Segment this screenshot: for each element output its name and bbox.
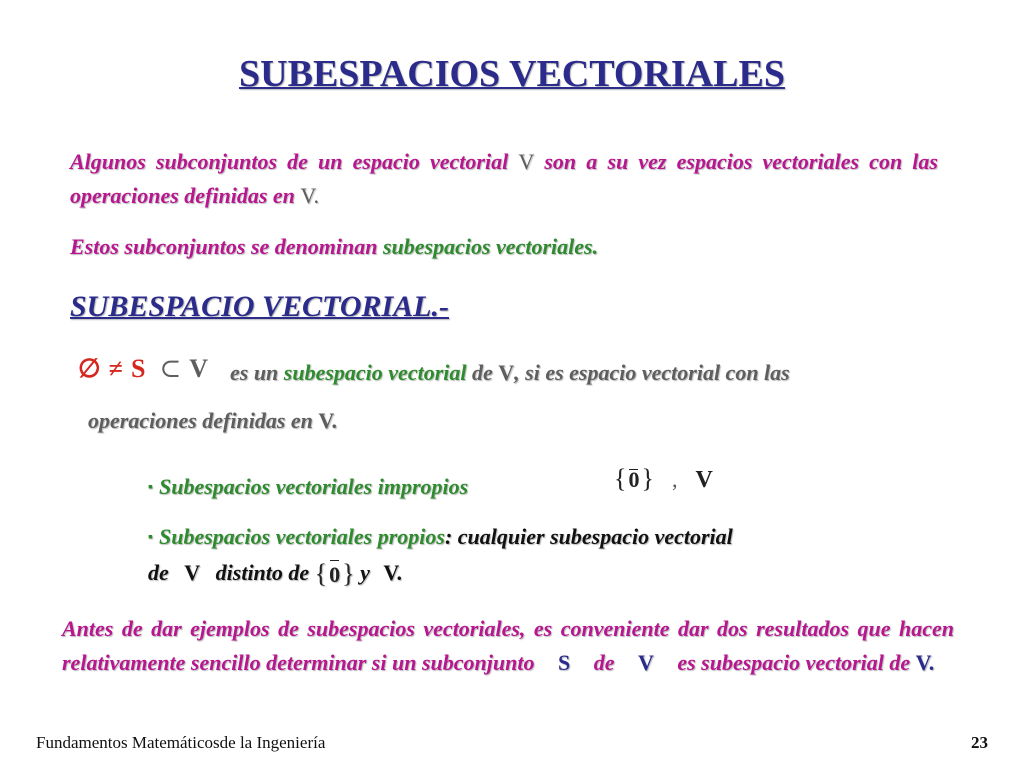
def-text-c: de <box>472 360 493 385</box>
zero-digit: 0 <box>628 467 640 492</box>
bullet-improper <box>148 470 568 505</box>
intro-p2-highlight: subespacios vectoriales. <box>382 234 599 259</box>
def-text-d: , si es espacio vectorial con las <box>514 360 790 385</box>
def-v-symbol: V <box>498 360 515 385</box>
improper-sets <box>614 464 713 494</box>
set-comma: , <box>671 467 678 492</box>
zero-vector <box>626 467 641 493</box>
closing-es: es subespacio vectorial de <box>677 650 911 675</box>
bullet-proper <box>148 520 938 555</box>
zero-digit-2: 0 <box>329 562 341 587</box>
def-highlight: subespacio vectorial <box>283 360 467 385</box>
def-text-a: es un <box>230 360 279 385</box>
closing-paragraph <box>62 612 954 680</box>
intro-text-a: Algunos subconjuntos de un espacio vectorial <box>70 149 509 174</box>
intro-v-symbol-2: V. <box>300 183 319 208</box>
proper-v: V <box>184 560 201 585</box>
def-line2-v: V. <box>318 408 337 433</box>
closing-text: Antes de dar ejemplos de subespacios vectoriales, es conveniente dar dos resultados que hacen relativamente sencillo determinar si un subconjunto <box>62 616 954 675</box>
proper-label: Subespacios vectoriales propios <box>158 524 445 549</box>
intro-text-b: son a su vez espacios vectoriales con las operaciones definidas en <box>70 149 938 208</box>
proper-distinto: distinto de <box>215 560 310 585</box>
brace-open-2: { <box>314 559 328 588</box>
proper-text: : cualquier subespacio vectorial <box>444 524 733 549</box>
definition-line-2 <box>88 404 888 438</box>
bullet-marker-2: ▪ <box>148 530 153 545</box>
not-equal-symbol: ≠ <box>108 354 123 383</box>
improper-label: Subespacios vectoriales impropios <box>158 474 469 499</box>
intro-v-symbol: V <box>518 149 535 174</box>
improper-v: V <box>695 467 713 493</box>
definition-symbols <box>78 354 208 384</box>
zero-set-2 <box>315 557 355 592</box>
intro-paragraph-2 <box>70 230 938 264</box>
brace-close-2: } <box>342 559 355 588</box>
brace-close: } <box>641 464 654 493</box>
closing-de: de <box>593 650 615 675</box>
definition-line-1 <box>230 356 960 390</box>
page-title: SUBESPACIOS VECTORIALES <box>239 53 785 95</box>
intro-p2-text: Estos subconjuntos se denominan <box>70 234 378 259</box>
proper-v2: V. <box>383 560 402 585</box>
empty-set-symbol: ∅ <box>78 354 101 383</box>
proper-de: de <box>148 560 169 585</box>
zero-set <box>614 464 654 494</box>
zero-vector-2 <box>327 558 342 592</box>
def-line2-text: operaciones definidas en <box>88 408 313 433</box>
section-subtitle: SUBESPACIO VECTORIAL.- <box>70 290 449 323</box>
closing-v2: V. <box>915 650 935 675</box>
footer-page-number: 23 <box>971 733 988 752</box>
footer-course-name: Fundamentos Matemáticosde la Ingeniería <box>36 733 326 752</box>
intro-paragraph <box>70 145 938 213</box>
set-s-symbol: S <box>130 354 146 383</box>
proper-y: y <box>360 560 370 585</box>
subset-symbol: ⊂ <box>159 354 182 383</box>
closing-s: S <box>557 650 571 675</box>
bullet-proper-line-2 <box>148 556 648 592</box>
closing-v: V <box>637 650 654 675</box>
bullet-marker: ▪ <box>148 480 153 495</box>
brace-open: { <box>614 464 627 493</box>
set-v-symbol: V <box>189 354 208 383</box>
